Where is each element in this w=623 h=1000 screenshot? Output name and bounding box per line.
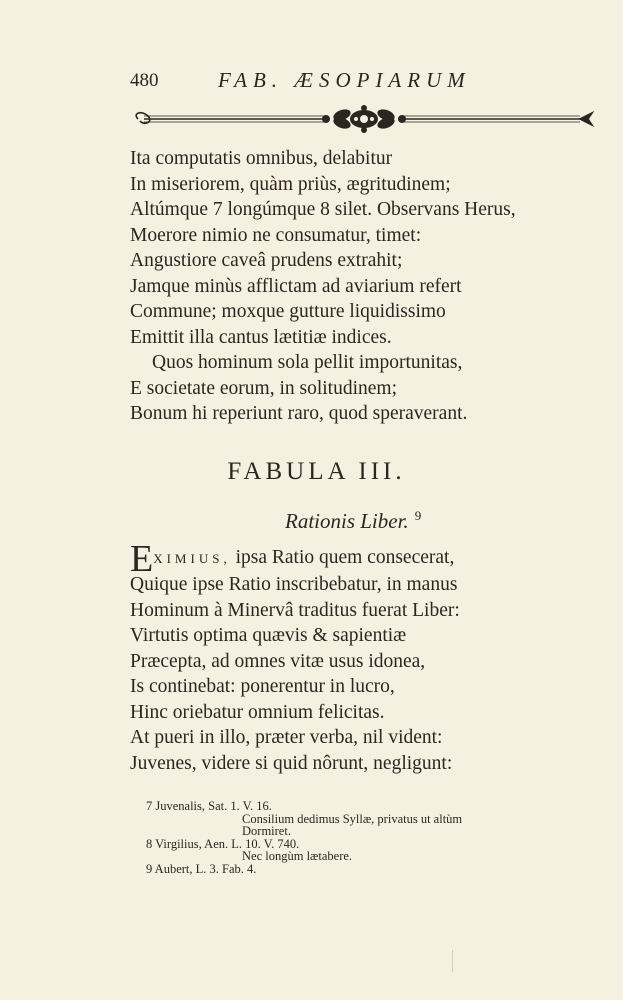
verse-line: Is continebat: ponerentur in lucro,	[130, 676, 395, 697]
verse-line: Hominum à Minervâ traditus fuerat Liber:	[130, 599, 460, 621]
verse-line-first	[130, 538, 460, 580]
footnote-ref: 9	[414, 508, 422, 523]
verse-line: Hinc oriebatur omnium felicitas.	[130, 701, 385, 723]
verse-line: Virtutis optima quævis & sapientiæ	[130, 625, 407, 646]
verse-line: Quos hominum sola pellit importunitas,	[152, 352, 463, 373]
footnotes	[146, 800, 462, 876]
verse-line: Præcepta, ad omnes vitæ usus idonea,	[130, 650, 426, 672]
drop-cap: E	[130, 538, 154, 580]
fable-title: FABULA III.	[227, 458, 406, 485]
verse-line: Ita computatis omnibus, delabitur	[130, 148, 393, 169]
verse-line: Bonum hi reperiunt raro, quod speraverant.	[130, 403, 468, 424]
verse-line: At pueri in illo, præter verba, nil vident:	[130, 727, 443, 748]
footnote: 9 Aubert, L. 3. Fab. 4.	[146, 861, 257, 876]
footnote: 7 Juvenalis, Sat. 1. V. 16.	[146, 799, 272, 813]
running-title: FAB. ÆSOPIARUM	[218, 68, 471, 92]
first-line-text: ipsa Ratio quem consecerat,	[230, 547, 455, 568]
footnote-quote: Nec longùm lætabere.	[242, 849, 353, 864]
verse-block-top	[130, 146, 516, 427]
verse-line: Emittit illa cantus lætitiæ indices.	[130, 326, 392, 348]
fable-subtitle	[285, 508, 421, 534]
verse-line: Altúmque 7 longúmque 8 silet. Observans Herus,	[130, 199, 516, 220]
footnote-quote: Dormiret.	[242, 824, 291, 839]
paper-mark	[452, 950, 453, 972]
footnote: 8 Virgilius, Aen. L. 10. V. 740.	[146, 836, 300, 851]
verse-line: Angustiore caveâ prudens extrahit;	[130, 250, 403, 271]
verse-line: Commune; moxque gutture liquidissimo	[130, 301, 446, 322]
verse-line: Juvenes, videre si quid nôrunt, negligunt:	[130, 752, 453, 774]
verse-line: E societate eorum, in solitudinem;	[130, 377, 397, 399]
fable-subtitle-text: Rationis Liber.	[285, 509, 409, 533]
verse-block-fable	[130, 538, 460, 776]
verse-line: Quique ipse Ratio inscribebatur, in manus	[130, 574, 458, 595]
verse-line: Jamque minùs afflictam ad aviarium refert	[130, 275, 462, 297]
first-word-smallcaps: XIMIUS,	[153, 551, 231, 566]
verse-line: Moerore nimio ne consumatur, timet:	[130, 224, 422, 246]
page-header	[130, 68, 570, 98]
page-number: 480	[130, 70, 159, 91]
ornamental-rule-icon	[130, 104, 598, 134]
footnote-quote: Consilium dedimus Syllæ, privatus ut altùm	[242, 811, 463, 826]
verse-line: In miseriorem, quàm priùs, ægritudinem;	[130, 173, 451, 195]
